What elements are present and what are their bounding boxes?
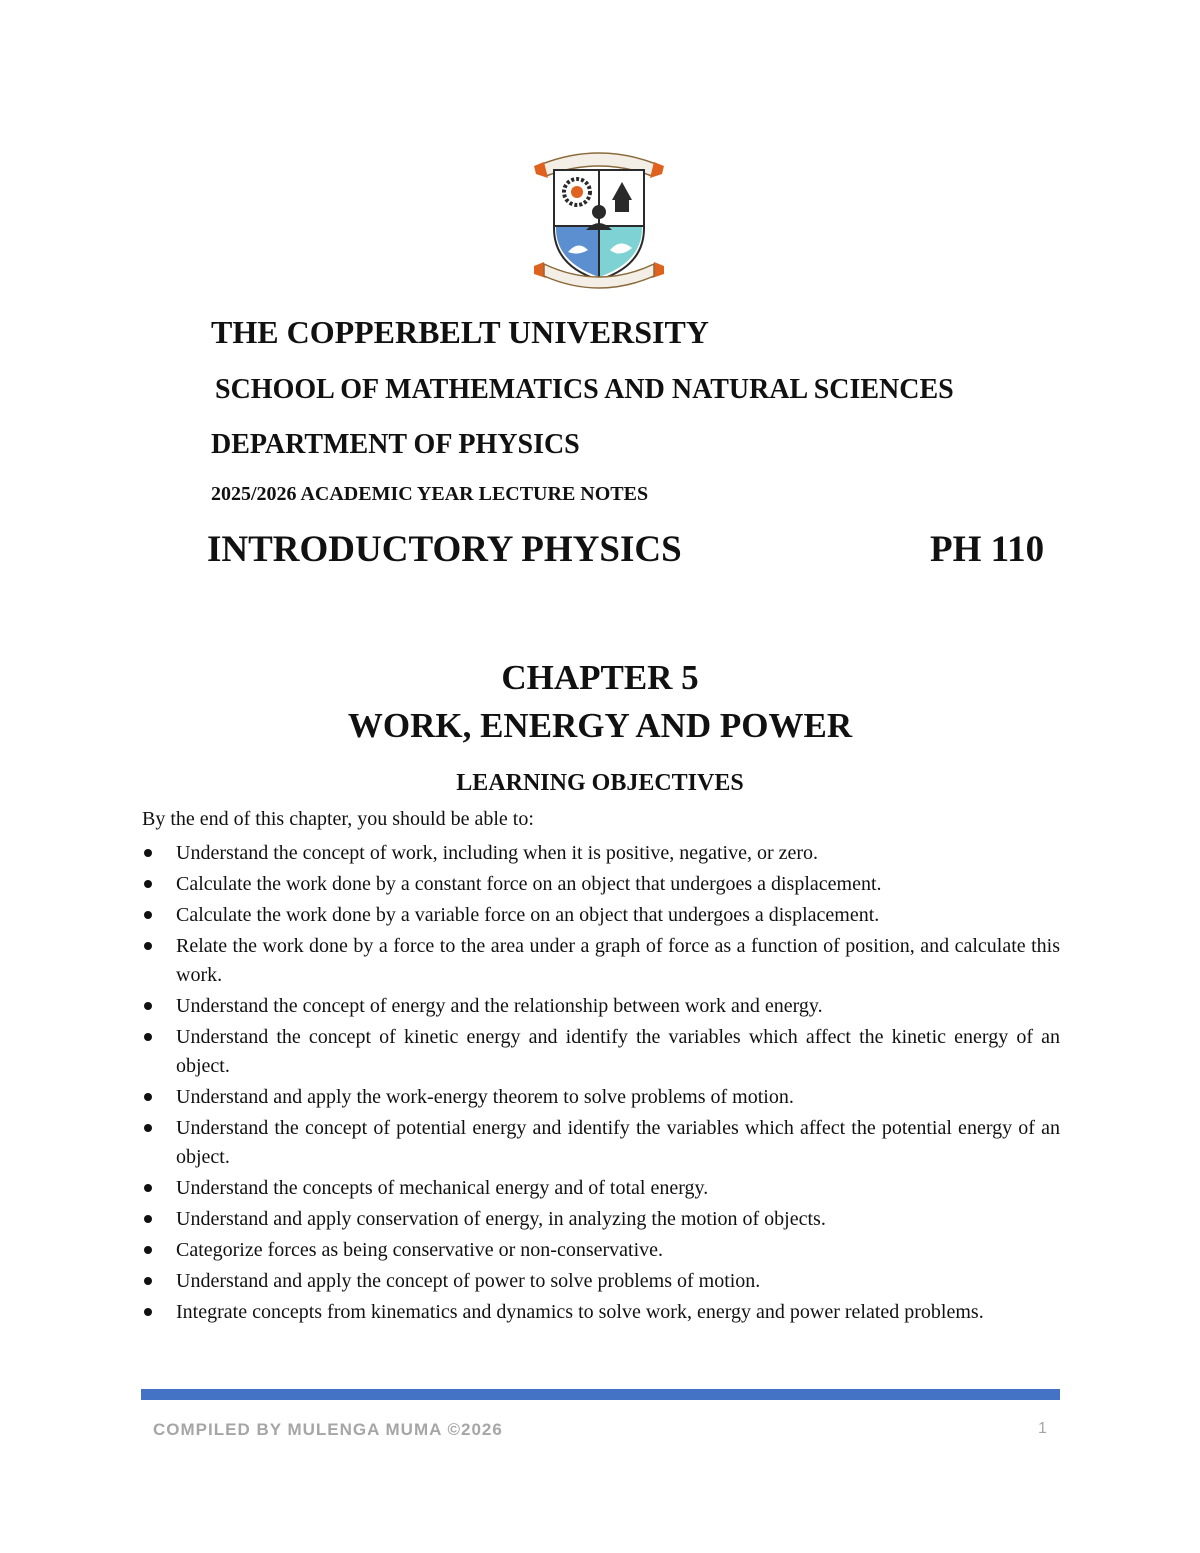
objectives-intro: By the end of this chapter, you should be able to: [142,808,534,830]
page-number: 1 [1038,1420,1047,1437]
list-item [142,1023,1060,1081]
objective-text: Understand and apply the concept of power to solve problems of motion. [176,1270,761,1292]
school-name: SCHOOL OF MATHEMATICS AND NATURAL SCIENCES [215,374,954,405]
course-name: INTRODUCTORY PHYSICS [207,529,682,570]
objective-text: Integrate concepts from kinematics and dynamics to solve work, energy and power related problems. [176,1301,984,1323]
learning-objectives-heading: LEARNING OBJECTIVES [456,770,744,796]
bullet-icon [144,849,152,857]
list-item [142,1174,1060,1203]
bullet-icon [144,911,152,919]
bullet-icon [144,1033,152,1041]
chapter-number: CHAPTER 5 [501,658,699,697]
list-item [142,901,1060,930]
objective-text: Understand the concepts of mechanical energy and of total energy. [176,1177,709,1199]
objective-text: Categorize forces as being conservative or non-conservative. [176,1239,664,1261]
list-item [142,1236,1060,1265]
objective-text: Understand the concept of potential energy and identify the variables which affect the potential energy of an object. [176,1117,1060,1168]
bullet-icon [144,1246,152,1254]
bullet-icon [144,1308,152,1316]
bullet-icon [144,1277,152,1285]
objective-text: Understand the concept of work, including when it is positive, negative, or zero. [176,842,819,864]
course-code: PH 110 [930,529,1045,570]
list-item [142,1114,1060,1172]
list-item [142,839,1060,868]
bullet-icon [144,1002,152,1010]
objective-text: Understand the concept of energy and the relationship between work and energy. [176,995,823,1017]
objective-text: Understand and apply the work-energy theorem to solve problems of motion. [176,1086,794,1108]
list-item [142,870,1060,899]
university-name: THE COPPERBELT UNIVERSITY [211,314,709,350]
bullet-icon [144,942,152,950]
bullet-icon [144,1093,152,1101]
objective-text: Calculate the work done by a constant force on an object that undergoes a displacement. [176,873,882,895]
list-item [142,992,1060,1021]
objective-text: Relate the work done by a force to the area under a graph of force as a function of position, and calculate this work. [176,935,1060,986]
bullet-icon [144,1215,152,1223]
learning-objectives-list [142,839,1060,1329]
list-item [142,1298,1060,1327]
bullet-icon [144,880,152,888]
list-item [142,1205,1060,1234]
list-item [142,1083,1060,1112]
objective-text: Understand the concept of kinetic energy and identify the variables which affect the kinetic energy of an object. [176,1026,1060,1077]
academic-year-line: 2025/2026 ACADEMIC YEAR LECTURE NOTES [211,483,649,505]
list-item [142,932,1060,990]
university-crest-logo [520,140,678,292]
footer-compiled-by: COMPILED BY MULENGA MUMA ©2026 [153,1420,503,1439]
bullet-icon [144,1124,152,1132]
footer-rule [141,1389,1060,1400]
list-item [142,1267,1060,1296]
bullet-icon [144,1184,152,1192]
department-name: DEPARTMENT OF PHYSICS [211,429,580,460]
objective-text: Calculate the work done by a variable force on an object that undergoes a displacement. [176,904,880,926]
objective-text: Understand and apply conservation of energy, in analyzing the motion of objects. [176,1208,826,1230]
chapter-title: WORK, ENERGY AND POWER [347,706,853,745]
